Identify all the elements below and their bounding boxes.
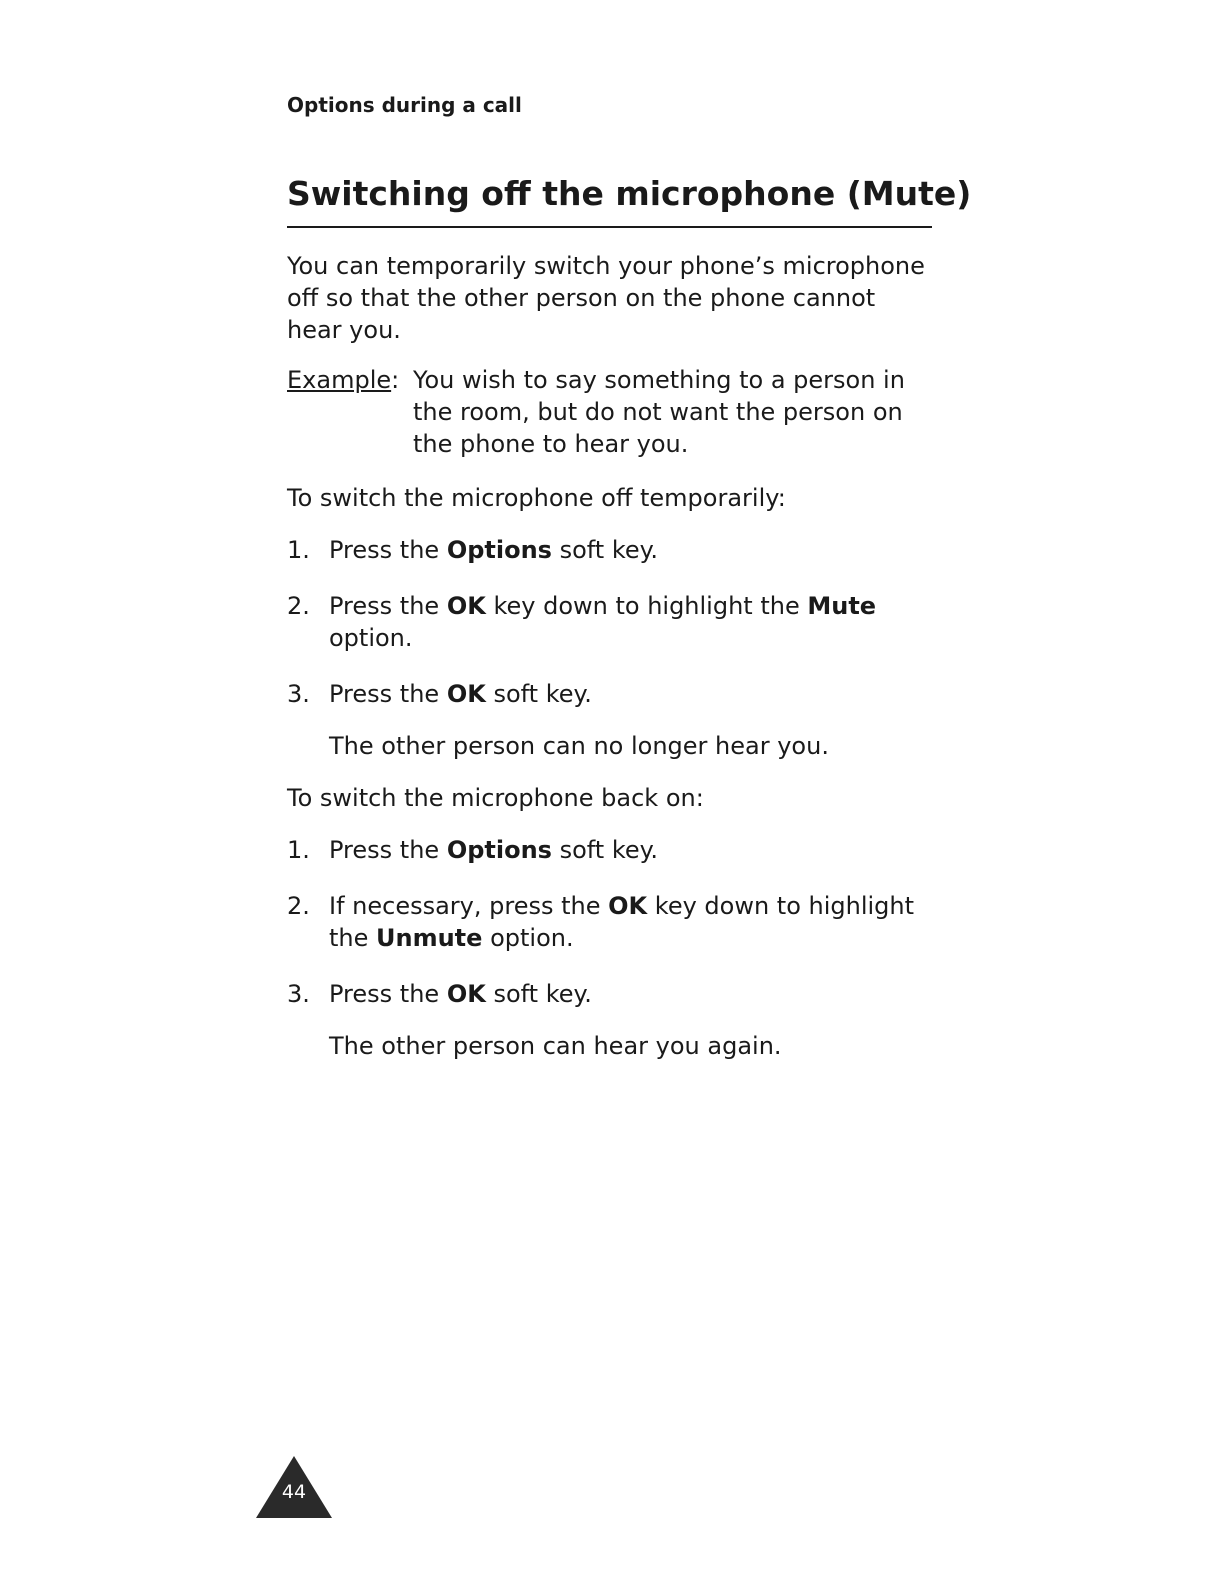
step-text: Press the OK soft key. The other person can no longer hear you. — [329, 678, 937, 762]
step-text: If necessary, press the OK key down to highlight the Unmute option. — [329, 892, 915, 952]
step-number: 1. — [287, 536, 310, 564]
mute-lead: To switch the microphone off temporarily: — [287, 484, 786, 512]
intro-paragraph: You can temporarily switch your phone’s microphone off so that the other person on the phone cannot hear you. — [287, 252, 925, 344]
unmute-steps — [287, 834, 937, 1062]
key-name: OK — [608, 892, 648, 920]
step-number: 3. — [287, 980, 310, 1008]
page-number: 44 — [281, 1481, 307, 1503]
step-result: The other person can no longer hear you. — [329, 732, 829, 760]
key-name: OK — [446, 592, 486, 620]
example-label — [287, 364, 413, 460]
step-number: 1. — [287, 836, 310, 864]
example-label-text: Example — [287, 366, 392, 394]
step-text: Press the Options soft key. — [329, 536, 659, 564]
list-item — [287, 678, 937, 762]
mute-steps — [287, 534, 937, 762]
option-name: Unmute — [376, 924, 483, 952]
unmute-lead: To switch the microphone back on: — [287, 784, 704, 812]
list-item — [287, 890, 937, 954]
step-number: 2. — [287, 892, 310, 920]
example-colon: : — [391, 366, 400, 394]
step-text: Press the Options soft key. — [329, 836, 659, 864]
step-number: 3. — [287, 680, 310, 708]
step-number: 2. — [287, 592, 310, 620]
list-item — [287, 534, 937, 566]
step-result: The other person can hear you again. — [329, 1032, 782, 1060]
list-item — [287, 590, 937, 654]
section-title: Switching off the microphone (Mute) — [287, 172, 932, 228]
list-item — [287, 978, 937, 1062]
key-name: OK — [446, 980, 486, 1008]
example-text: You wish to say something to a person in the room, but do not want the person on the phone to hear you. — [413, 366, 905, 458]
list-item — [287, 834, 937, 866]
key-name: Options — [446, 536, 552, 564]
example-block — [287, 364, 937, 460]
step-text: Press the OK key down to highlight the Mute option. — [329, 592, 877, 652]
option-name: Mute — [807, 592, 877, 620]
running-header: Options during a call — [287, 93, 522, 117]
page-content — [287, 250, 937, 1082]
step-text: Press the OK soft key. The other person can hear you again. — [329, 978, 937, 1062]
key-name: OK — [446, 680, 486, 708]
key-name: Options — [446, 836, 552, 864]
